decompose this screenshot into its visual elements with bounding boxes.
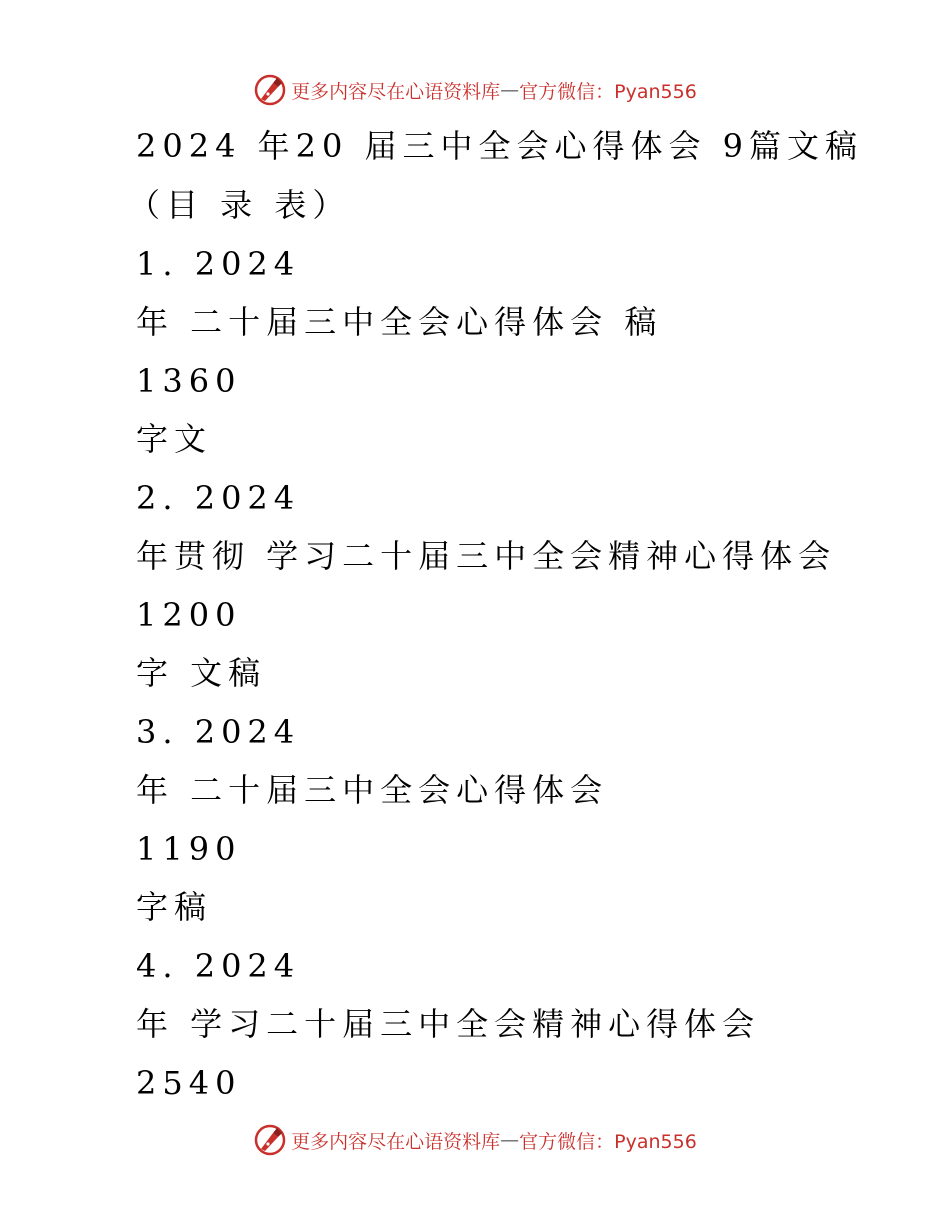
entry-1-suffix: 字文 (136, 420, 213, 458)
banner-separator: — (500, 79, 520, 101)
entry-4-title: 年 学习二十届三中全会精神心得体会 (136, 1005, 761, 1043)
entry-2-count: 1200 (136, 596, 242, 634)
header-banner (0, 70, 950, 110)
entry-3-suffix: 字稿 (136, 888, 213, 926)
pen-nib-logo-icon (253, 1123, 287, 1157)
entry-2-title: 年贯彻 学习二十届三中全会精神心得体会 (136, 537, 837, 575)
banner-wechat-text: 官方微信：Pyan556 (519, 1130, 697, 1153)
banner-wechat-text: 官方微信：Pyan556 (519, 80, 697, 103)
entry-2-number: 2. 2024 (136, 479, 301, 517)
banner-brand-text: 更多内容尽在心语资料库 (291, 80, 501, 103)
banner-separator: — (500, 1129, 520, 1151)
footer-banner (0, 1120, 950, 1160)
entry-4-number: 4. 2024 (136, 947, 301, 985)
entry-4-count: 2540 (136, 1064, 242, 1102)
document-subtitle: （目 录 表） (128, 186, 351, 224)
banner-brand-text: 更多内容尽在心语资料库 (291, 1130, 501, 1153)
entry-3-number: 3. 2024 (136, 713, 301, 751)
entry-1-title: 年 二十届三中全会心得体会 稿 (136, 303, 663, 341)
entry-1-number: 1. 2024 (136, 245, 301, 283)
entry-3-title: 年 二十届三中全会心得体会 (136, 771, 609, 809)
pen-nib-logo-icon (253, 73, 287, 107)
document-title: 2024 年20 届三中全会心得体会 9篇文稿 (136, 127, 864, 165)
entry-3-count: 1190 (136, 830, 242, 868)
entry-1-count: 1360 (136, 362, 242, 400)
entry-2-suffix: 字 文稿 (136, 654, 267, 692)
